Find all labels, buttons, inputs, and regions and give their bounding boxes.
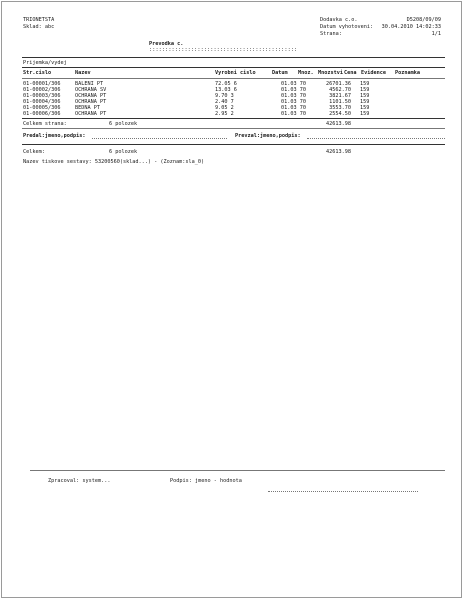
print-timestamp: 30.04.2010 14:02:33: [381, 24, 441, 30]
row-flag: 159: [360, 87, 370, 93]
col-header-note: Poznamka: [395, 70, 420, 76]
row-serial: 9.05 2: [215, 105, 234, 111]
row-name: OCHRANA SV: [75, 87, 107, 93]
footer-left: Zpracoval: system...: [48, 478, 111, 484]
footer-divider: [30, 470, 445, 471]
row-date: 01.03 70: [281, 111, 306, 117]
col-header-code: Str.cislo: [23, 70, 52, 76]
handed-over-label: Predal:jmeno,podpis:: [23, 133, 86, 139]
col-header-serial: Vyrobni cislo: [215, 70, 256, 76]
date-label: Datum vyhotoveni:: [320, 24, 374, 30]
row-name: OCHRANA PT: [75, 93, 107, 99]
row-amount: 1101.50: [329, 99, 351, 105]
row-code: 01-00005/306: [23, 105, 61, 111]
subtotal-value: 42613.98: [326, 121, 351, 127]
row-amount: 26701.36: [326, 81, 351, 87]
title-underline: ::::::::::::::::::::::::::::::::::::::::::::::: [149, 47, 298, 53]
row-flag: 159: [360, 105, 370, 111]
handed-over-signature-line: [92, 138, 227, 139]
document-title: Prevodka c.: [149, 41, 184, 47]
row-date: 01.03 70: [281, 99, 306, 105]
page-label: Strana:: [320, 31, 342, 37]
company-name: TRIONETSTA: [23, 17, 55, 23]
row-date: 01.03 70: [281, 87, 306, 93]
row-code: 01-00004/306: [23, 99, 61, 105]
row-flag: 159: [360, 99, 370, 105]
divider-section: [22, 67, 445, 68]
divider-top: [22, 57, 445, 58]
total-label: Celkem:: [23, 149, 45, 155]
report-name-note: Nazev tiskove sestavy: 53200560(sklad...) - (Zoznam:sla_0): [23, 159, 205, 165]
received-signature-line: [307, 138, 445, 139]
row-flag: 159: [360, 81, 370, 87]
row-amount: 2554.50: [329, 111, 351, 117]
page-number: 1/1: [431, 31, 441, 37]
row-name: BEDNA PT: [75, 105, 100, 111]
document-number: D5208/09/09: [406, 17, 441, 23]
row-serial: 2.95 2: [215, 111, 234, 117]
divider-subtotal: [22, 128, 445, 129]
row-date: 01.03 70: [281, 93, 306, 99]
total-count: 6 polozek: [109, 149, 138, 155]
section-label: Prijemka/vydej: [23, 60, 67, 66]
row-amount: 4562.70: [329, 87, 351, 93]
document-page: [1, 1, 462, 598]
warehouse-label: Sklad: abc: [23, 24, 55, 30]
col-header-evidence: Evidence: [361, 70, 386, 76]
col-header-unit: Mnoz.: [298, 70, 314, 76]
divider-signatures: [22, 144, 445, 145]
row-serial: 72.05 6: [215, 81, 237, 87]
footer-right: Podpis: jmeno - hodnota: [170, 478, 242, 484]
col-header-qty: Mnozstvi: [318, 70, 343, 76]
row-name: BALENI PT: [75, 81, 104, 87]
footer-signature-line: [268, 491, 418, 492]
row-date: 01.03 70: [281, 105, 306, 111]
divider-header: [22, 78, 445, 79]
col-header-date: Datum: [272, 70, 288, 76]
row-name: OCHRANA PT: [75, 99, 107, 105]
row-amount: 3821.67: [329, 93, 351, 99]
row-date: 01.03 70: [281, 81, 306, 87]
subtotal-label: Celkem strana:: [23, 121, 67, 127]
received-label: Prevzal:jmeno,podpis:: [235, 133, 301, 139]
row-code: 01-00006/306: [23, 111, 61, 117]
row-amount: 3553.70: [329, 105, 351, 111]
row-code: 01-00003/306: [23, 93, 61, 99]
row-name: OCHRANA PT: [75, 111, 107, 117]
row-serial: 13.03 6: [215, 87, 237, 93]
subtotal-count: 6 polozek: [109, 121, 138, 127]
col-header-name: Nazev: [75, 70, 91, 76]
row-code: 01-00002/306: [23, 87, 61, 93]
row-flag: 159: [360, 93, 370, 99]
divider-table-end: [22, 118, 445, 119]
total-value: 42613.98: [326, 149, 351, 155]
row-code: 01-00001/306: [23, 81, 61, 87]
delivery-label: Dodavka c.o.: [320, 17, 358, 23]
row-flag: 159: [360, 111, 370, 117]
row-serial: 9.70 3: [215, 93, 234, 99]
col-header-price: Cena: [344, 70, 357, 76]
row-serial: 2.40 7: [215, 99, 234, 105]
